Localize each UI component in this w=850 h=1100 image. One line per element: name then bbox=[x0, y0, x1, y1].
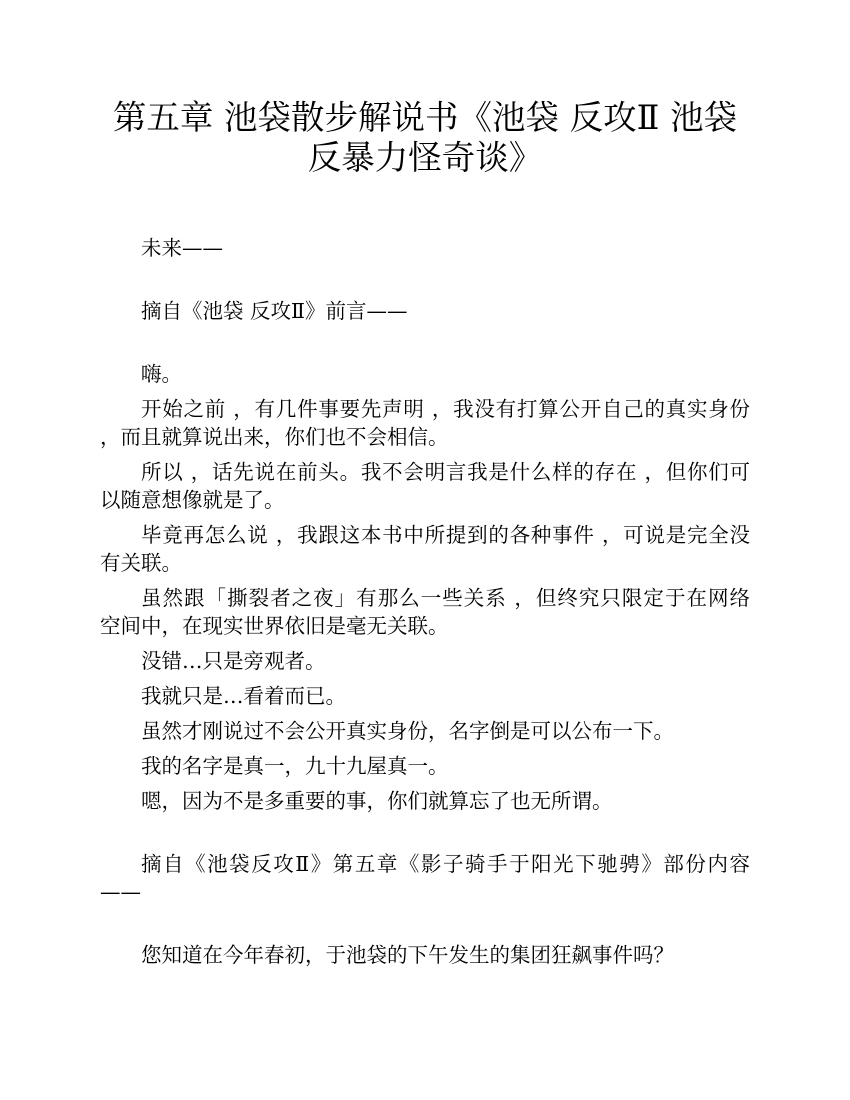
paragraph bbox=[100, 584, 750, 640]
paragraph-line: 摘自《池袋反攻Ⅱ》第五章《影子骑手于阳光下驰骋》部份内容 bbox=[141, 852, 750, 876]
paragraph bbox=[100, 682, 750, 710]
paragraph-line: —— bbox=[100, 880, 141, 904]
paragraph-line: 所以 ，话先说在前头。我不会明言我是什么样的存在 ，但你们可 bbox=[141, 460, 750, 484]
paragraph-line: 毕竟再怎么说 ，我跟这本书中所提到的各种事件 ，可说是完全没 bbox=[141, 523, 750, 547]
paragraph bbox=[100, 297, 750, 325]
paragraph-line: 有关联。 bbox=[100, 551, 182, 575]
document-body bbox=[100, 234, 750, 969]
paragraph bbox=[100, 717, 750, 745]
paragraph bbox=[100, 234, 750, 262]
paragraph-line: 您知道在今年春初，于池袋的下午发生的集团狂飙事件吗？ bbox=[141, 943, 674, 967]
text-section bbox=[100, 297, 750, 325]
paragraph-line: 开始之前 ，有几件事要先声明 ，我没有打算公开自己的真实身份 bbox=[141, 397, 750, 421]
paragraph-line: 以随意想像就是了。 bbox=[100, 488, 285, 512]
text-section bbox=[100, 360, 750, 815]
paragraph-line: 空间中，在现实世界依旧是毫无关联。 bbox=[100, 614, 449, 638]
paragraph-line: 嗯，因为不是多重要的事，你们就算忘了也无所谓。 bbox=[141, 789, 613, 813]
text-section bbox=[100, 234, 750, 262]
paragraph bbox=[100, 850, 750, 906]
paragraph-line: 虽然才刚说过不会公开真实身份，名字倒是可以公布一下。 bbox=[141, 719, 674, 743]
text-section bbox=[100, 850, 750, 906]
chapter-title: 第五章 池袋散步解说书《池袋 反攻Ⅱ 池袋反暴力怪奇谈》 bbox=[112, 98, 738, 177]
paragraph-line: 嗨。 bbox=[141, 362, 182, 386]
paragraph bbox=[100, 521, 750, 577]
paragraph-line: 没错…只是旁观者。 bbox=[141, 649, 326, 673]
paragraph bbox=[100, 395, 750, 451]
paragraph-line: 我就只是…看着而已。 bbox=[141, 684, 346, 708]
paragraph-line: 未来—— bbox=[141, 236, 223, 260]
paragraph bbox=[100, 941, 750, 969]
paragraph-line: ，而且就算说出来，你们也不会相信。 bbox=[100, 425, 449, 449]
paragraph bbox=[100, 787, 750, 815]
paragraph bbox=[100, 752, 750, 780]
paragraph-line: 虽然跟「撕裂者之夜」有那么一些关系 ，但终究只限定于在网络 bbox=[141, 586, 750, 610]
paragraph-line: 我的名字是真一，九十九屋真一。 bbox=[141, 754, 449, 778]
paragraph bbox=[100, 360, 750, 388]
paragraph-line: 摘自《池袋 反攻Ⅱ》前言—— bbox=[141, 299, 408, 323]
text-section bbox=[100, 941, 750, 969]
paragraph bbox=[100, 458, 750, 514]
paragraph bbox=[100, 647, 750, 675]
